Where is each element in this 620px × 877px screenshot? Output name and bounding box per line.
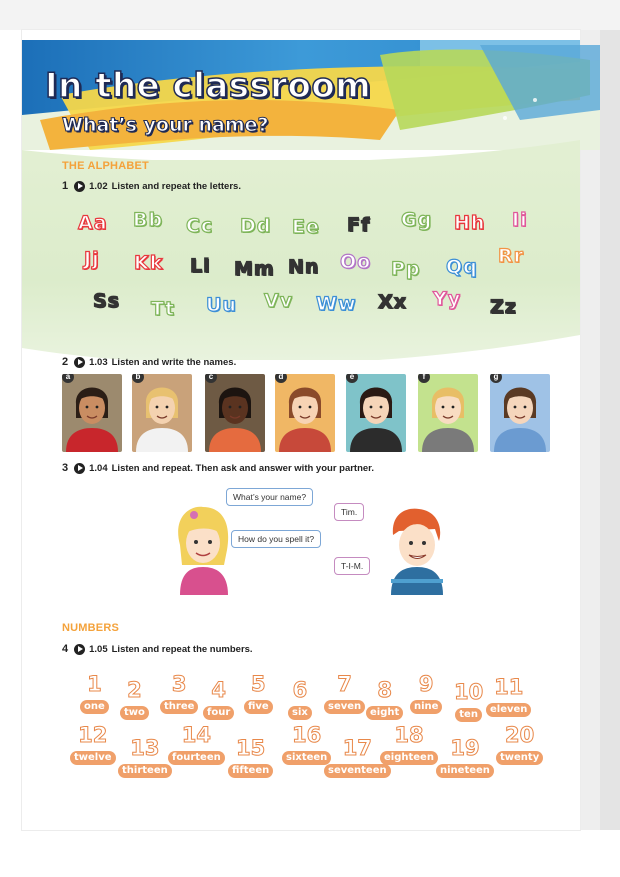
photo-label: b xyxy=(132,374,144,383)
alphabet-letter: Xx xyxy=(378,291,407,313)
exercise-number: 3 xyxy=(62,462,69,474)
number-item xyxy=(366,680,403,720)
number-item xyxy=(228,738,273,778)
person-portrait xyxy=(490,374,550,452)
exercise-number: 4 xyxy=(62,643,69,655)
alphabet-letter: Ff xyxy=(347,214,371,236)
exercise-2 xyxy=(62,356,236,368)
exercise-1 xyxy=(62,180,241,192)
number-digit: 15 xyxy=(236,736,266,760)
number-digit: 6 xyxy=(292,678,308,702)
number-word: twelve xyxy=(70,751,116,765)
speech-bubble-what-name: What’s your name? xyxy=(226,488,313,506)
alphabet-letter: Ee xyxy=(292,216,320,238)
number-item xyxy=(380,725,438,765)
photo-label: d xyxy=(275,374,287,383)
alphabet-letter: Aa xyxy=(78,212,108,234)
alphabet-letter: Ww xyxy=(316,293,357,315)
audio-play-icon[interactable] xyxy=(74,181,85,192)
number-word: six xyxy=(288,706,312,720)
exercise-4 xyxy=(62,643,253,655)
number-digit: 20 xyxy=(504,723,535,747)
number-digit: 13 xyxy=(130,736,160,760)
person-portrait xyxy=(418,374,478,452)
exercise-instruction: Listen and repeat the letters. xyxy=(111,180,241,192)
number-digit: 9 xyxy=(418,672,434,696)
number-digit: 18 xyxy=(394,723,424,747)
alphabet-letter: Mm xyxy=(234,258,275,280)
alphabet-letter: Pp xyxy=(391,258,421,280)
number-item xyxy=(410,674,442,714)
number-word: three xyxy=(160,700,198,714)
alphabet-letter: Nn xyxy=(288,256,320,278)
number-item xyxy=(70,725,116,765)
alphabet-letter: Yy xyxy=(433,288,462,310)
number-digit: 7 xyxy=(337,672,352,696)
alphabet-letter: Bb xyxy=(133,209,164,231)
person-portrait xyxy=(132,374,192,452)
number-word: seventeen xyxy=(324,764,391,778)
page-subtitle: What’s your name? xyxy=(62,114,269,136)
exercise-instruction: Listen and repeat the numbers. xyxy=(111,643,253,655)
person-photo xyxy=(205,374,265,452)
audio-play-icon[interactable] xyxy=(74,357,85,368)
number-digit: 16 xyxy=(292,723,322,747)
alphabet-letter: Gg xyxy=(401,209,433,231)
audio-play-icon[interactable] xyxy=(74,463,85,474)
page-title: In the classroom xyxy=(45,66,372,106)
alphabet-letter: Kk xyxy=(134,252,164,274)
track-number: 1.02 xyxy=(89,180,108,192)
girl-illustration xyxy=(172,505,234,595)
number-word: eight xyxy=(366,706,403,720)
alphabet-letter: Oo xyxy=(340,251,372,273)
number-digit: 5 xyxy=(251,672,266,696)
number-item xyxy=(436,738,494,778)
alphabet-heading: THE ALPHABET xyxy=(62,160,149,172)
person-portrait xyxy=(346,374,406,452)
track-number: 1.03 xyxy=(89,356,108,368)
person-photo xyxy=(346,374,406,452)
number-digit: 14 xyxy=(181,723,211,747)
person-photo xyxy=(418,374,478,452)
alphabet-letter: Vv xyxy=(264,290,294,312)
number-word: eighteen xyxy=(380,751,438,765)
person-portrait xyxy=(62,374,122,452)
number-word: ten xyxy=(455,708,482,722)
speech-bubble-spell: How do you spell it? xyxy=(231,530,321,548)
number-digit: 17 xyxy=(342,736,372,760)
photo-label: e xyxy=(346,374,358,383)
alphabet-letter: Tt xyxy=(151,298,176,320)
track-number: 1.05 xyxy=(89,643,108,655)
number-digit: 4 xyxy=(211,678,226,702)
number-item xyxy=(324,674,365,714)
exercise-number: 1 xyxy=(62,180,69,192)
number-word: twenty xyxy=(496,751,543,765)
number-item xyxy=(118,738,172,778)
number-digit: 19 xyxy=(450,736,480,760)
alphabet-letter: Ii xyxy=(512,209,528,231)
person-photo xyxy=(275,374,335,452)
person-portrait xyxy=(275,374,335,452)
number-word: two xyxy=(120,706,149,720)
speech-bubble-spelling: T-I-M. xyxy=(334,557,370,575)
number-item xyxy=(244,674,273,714)
boy-illustration xyxy=(385,505,449,595)
alphabet-letter: Cc xyxy=(186,215,214,237)
photo-label: f xyxy=(418,374,430,383)
number-item xyxy=(203,680,234,720)
number-word: sixteen xyxy=(282,751,331,765)
alphabet-letter: Ss xyxy=(93,290,120,312)
number-digit: 12 xyxy=(78,723,108,747)
number-word: fourteen xyxy=(168,751,225,765)
alphabet-letter: Hh xyxy=(454,212,486,234)
number-digit: 1 xyxy=(87,672,102,696)
number-digit: 3 xyxy=(171,672,187,696)
exercise-number: 2 xyxy=(62,356,69,368)
speech-bubble-tim: Tim. xyxy=(334,503,364,521)
numbers-heading: NUMBERS xyxy=(62,622,120,634)
alphabet-letter: Zz xyxy=(490,296,517,318)
number-word: thirteen xyxy=(118,764,172,778)
person-photo xyxy=(62,374,122,452)
number-digit: 2 xyxy=(127,678,142,702)
number-digit: 8 xyxy=(377,678,392,702)
number-word: eleven xyxy=(486,703,531,717)
number-item xyxy=(496,725,543,765)
photo-label: a xyxy=(62,374,74,383)
alphabet-letter: Jj xyxy=(84,248,100,270)
number-digit: 10 xyxy=(454,680,484,704)
number-item xyxy=(486,677,531,717)
alphabet-letter: Uu xyxy=(206,294,237,316)
photo-label: g xyxy=(490,374,502,383)
exercise-instruction: Listen and repeat. Then ask and answer with your partner. xyxy=(111,462,374,474)
number-word: nine xyxy=(410,700,442,714)
alphabet-letter: Qq xyxy=(446,256,478,278)
audio-play-icon[interactable] xyxy=(74,644,85,655)
number-word: fifteen xyxy=(228,764,273,778)
number-item xyxy=(168,725,225,765)
person-portrait xyxy=(205,374,265,452)
person-photo xyxy=(132,374,192,452)
number-item xyxy=(120,680,149,720)
number-word: nineteen xyxy=(436,764,494,778)
alphabet-letter: Dd xyxy=(240,215,272,237)
number-word: five xyxy=(244,700,273,714)
alphabet-letter: Ll xyxy=(190,255,211,277)
number-item xyxy=(160,674,198,714)
exercise-instruction: Listen and write the names. xyxy=(111,356,237,368)
photo-label: c xyxy=(205,374,217,383)
alphabet-letter: Rr xyxy=(498,245,525,267)
number-item xyxy=(454,682,483,722)
number-digit: 11 xyxy=(494,675,524,699)
track-number: 1.04 xyxy=(89,462,108,474)
number-word: four xyxy=(203,706,234,720)
number-word: seven xyxy=(324,700,365,714)
number-item xyxy=(80,674,109,714)
number-item xyxy=(288,680,312,720)
person-photo xyxy=(490,374,550,452)
number-word: one xyxy=(80,700,109,714)
exercise-3 xyxy=(62,462,374,474)
